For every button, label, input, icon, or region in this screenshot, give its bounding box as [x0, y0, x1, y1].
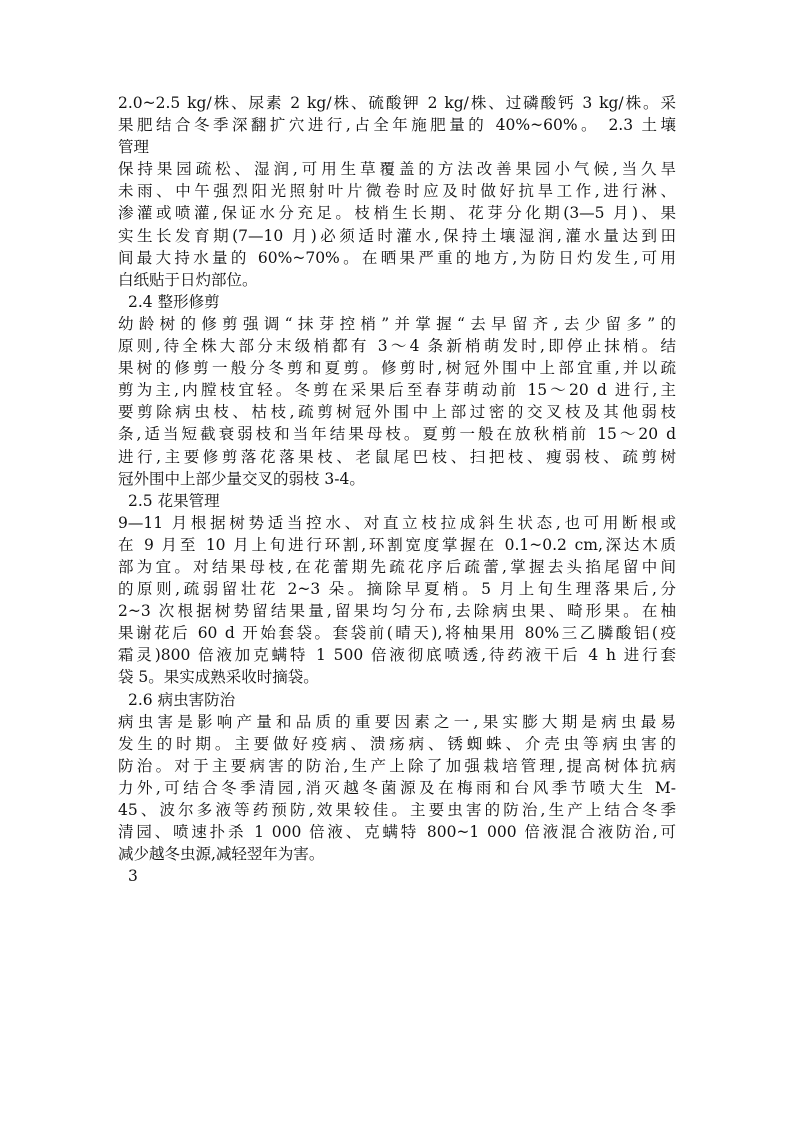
text-line: 渗灌或喷灌,保证水分充足。枝梢生长期、花芽分化期(3—5 月)、果 [118, 204, 676, 223]
text-line: 部为宜。对结果母枝,在花蕾期先疏花序后疏蕾,掌握去头掐尾留中间 [118, 557, 676, 576]
text-line: 2~3 次根据树势留结果量,留果均匀分布,去除病虫果、畸形果。在柚 [118, 602, 676, 621]
text-line: 实生长发育期(7—10 月)必须适时灌水,保持土壤湿润,灌水量达到田 [118, 226, 676, 245]
section-heading: 2.4 整形修剪 [128, 292, 220, 311]
text-line: 2.0~2.5 kg/株、尿素 2 kg/株、硫酸钾 2 kg/株、过磷酸钙 3 kg/株。采 [118, 94, 676, 112]
text-line: 防治。对于主要病害的防治,生产上除了加强栽培管理,提高树体抗病 [118, 756, 676, 775]
text-line: 幼龄树的修剪强调“抹芽控梢”并掌握“去早留齐,去少留多”的 [118, 314, 676, 333]
text-line: 剪为主,内膛枝宜轻。冬剪在采果后至春芽萌动前 15～20 d 进行,主 [118, 381, 676, 400]
text-line: 进行,主要修剪落花落果枝、老鼠尾巴枝、扫把枝、瘦弱枝、疏剪树 [118, 447, 676, 466]
text-line: 要剪除病虫枝、枯枝,疏剪树冠外围中上部过密的交叉枝及其他弱枝 [118, 403, 676, 422]
text-line: 发生的时期。主要做好疫病、溃疡病、锈蜘蛛、介壳虫等病虫害的 [118, 734, 676, 753]
text-line: 袋 5。果实成熟采收时摘袋。 [118, 668, 319, 687]
section-heading: 2.6 病虫害防治 [128, 690, 236, 709]
text-line: 果谢花后 60 d 开始套袋。套袋前(晴天),将柚果用 80%三乙膦酸铝(疫 [118, 624, 676, 643]
text-line: 清园、喷速扑杀 1 000 倍液、克螨特 800~1 000 倍液混合液防治,可 [118, 823, 676, 842]
text-line: 病虫害是影响产量和品质的重要因素之一,果实膨大期是病虫最易 [118, 712, 676, 731]
text-line: 果树的修剪一般分冬剪和夏剪。修剪时,树冠外围中上部宜重,并以疏 [118, 359, 676, 378]
text-line: 力外,可结合冬季清园,消灭越冬菌源及在梅雨和台风季节喷大生 M- [118, 778, 676, 797]
text-line: 间最大持水量的 60%~70%。在晒果严重的地方,为防日灼发生,可用 [118, 248, 676, 267]
text-line: 在 9 月至 10 月上旬进行环割,环割宽度掌握在 0.1~0.2 cm,深达木质 [118, 535, 676, 554]
section-heading: 3 [128, 867, 138, 886]
text-line: 白纸贴于日灼部位。 [118, 270, 258, 289]
text-line: 保持果园疏松、湿润,可用生草覆盖的方法改善果园小气候,当久旱 [118, 160, 676, 179]
text-line: 原则,待全株大部分末级梢都有 3～4 条新梢萌发时,即停止抹梢。结 [118, 337, 676, 356]
section-heading: 2.5 花果管理 [128, 491, 220, 510]
text-line: 管理 [118, 138, 150, 157]
text-line: 霜灵)800 倍液加克螨特 1 500 倍液彻底喷透,待药液干后 4 h 进行套 [118, 646, 676, 665]
text-line: 冠外围中上部少量交叉的弱枝 3-4。 [118, 469, 365, 488]
text-line: 45、波尔多液等药预防,效果较佳。主要虫害的防治,生产上结合冬季 [118, 801, 676, 819]
text-line: 9—11 月根据树势适当控水、对直立枝拉成斜生状态,也可用断根或 [118, 513, 676, 532]
text-line: 条,适当短截衰弱枝和当年结果母枝。夏剪一般在放秋梢前 15～20 d [118, 425, 676, 444]
text-line: 未雨、中午强烈阳光照射叶片微卷时应及时做好抗旱工作,进行淋、 [118, 182, 676, 201]
document-body [118, 92, 676, 887]
text-line: 减少越冬虫源,减轻翌年为害。 [118, 845, 325, 864]
text-line: 果肥结合冬季深翻扩穴进行,占全年施肥量的 40%~60%。 2.3 土壤 [118, 116, 676, 135]
text-line: 的原则,疏弱留壮花 2~3 朵。摘除早夏梢。5 月上旬生理落果后,分 [118, 580, 676, 599]
